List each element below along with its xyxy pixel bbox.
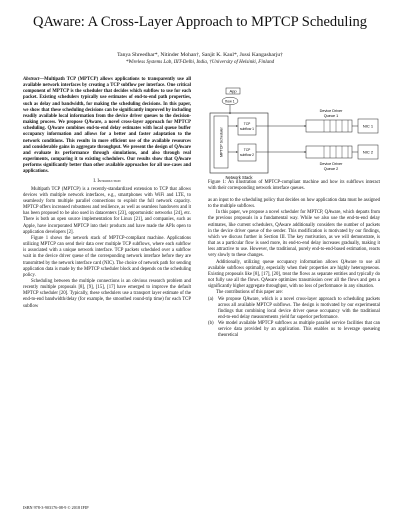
intro-paragraph: Figure 1 shows the network stack of MPTCP-compliant machine. Applications utilizing MPTCP can send their data over multiple TCP subflows, where each subflow is associated with a unique network interface. TCP packets scheduled over a subflow wait in the device driver queue of the corresponding network interface before they are transmitted by the network interface card (NIC). The choice of network path for sending application data is made by the MPTCP scheduler block and depends on the scheduling policy. <box>23 235 191 278</box>
contribution-text: We model available MPTCP subflows as multiple parallel service facilities that can service data provided by an application. This enables us to leverage queueing theoretical <box>218 321 380 339</box>
subflow-2-label: TCP <box>243 148 251 152</box>
nic-1-label: NIC 1 <box>362 123 374 129</box>
isbn-footer: ISBN 978-3-903176-08-9 © 2018 IFIP <box>23 505 89 510</box>
contribution-label: (a) <box>208 296 214 302</box>
intro-paragraph: Scheduling between the multiple connections is an obvious research problem and recently multiple proposals [8], [9], [15], [17] have emerged to improve the default MPTCP scheduler [20]. Typically, these schedulers use a transport layer estimate of the end-to-end bandwidth/delay (for example, the smoothed round-trip time) for each TCP subflow <box>23 279 191 309</box>
driver-queue-1-label: Device Driver <box>319 109 343 113</box>
app-label: App <box>229 88 237 94</box>
paper-authors: Tanya Shreedhar*, Nitinder Mohan†, Sanjit K. Kaul*, Jussi Kangasharju† <box>117 52 283 58</box>
subflow-1-label-2: subflow 1 <box>240 127 254 131</box>
flow-label: flow 1 <box>225 99 235 104</box>
driver-queue-2-label: Device Driver <box>319 162 343 166</box>
driver-queue-1 <box>306 120 352 132</box>
paper-affiliations: *Wireless Systems Lab, IIIT-Delhi, India, †University of Helsinki, Finland <box>125 60 275 65</box>
abstract-lead: Abstract <box>23 77 40 82</box>
figure-1-caption: Figure 1: An illustration of MPTCP-compliant machine and how its subflows interact with their corresponding network interface queues. <box>208 180 380 192</box>
right-column <box>208 198 380 340</box>
contribution-text: We propose QAware, which is a novel cross-layer approach to scheduling packets across all available MPTCP subflows. The design is motivated by our experimental findings that combining local device driver queue occupancy with the traditional end-to-end delay measurements yield far superior performance. <box>218 296 380 320</box>
driver-queue-1-label-2: Queue 1 <box>323 114 339 118</box>
left-column <box>23 77 191 310</box>
paper-title: QAware: A Cross-Layer Approach to MPTCP Scheduling <box>32 14 367 30</box>
contribution-item <box>208 297 380 322</box>
subflow-2-label-2: subflow 2 <box>240 153 254 157</box>
nic-2-label: NIC 2 <box>362 149 374 155</box>
subflow-1-label: TCP <box>243 122 251 126</box>
mptcp-scheduler-label: MPTCP Scheduler <box>219 127 224 157</box>
driver-queue-2-label-2: Queue 2 <box>323 167 339 171</box>
section-heading-introduction: I. Introduction <box>93 178 121 184</box>
abstract <box>23 77 191 176</box>
figure-1-diagram <box>208 84 380 182</box>
contributions-list <box>208 297 380 340</box>
contribution-label: (b) <box>208 321 214 327</box>
body-paragraph: In this paper, we propose a novel scheduler for MPTCP, QAware, which departs from the previous proposals in a fundamental way. While we also use the end-to-end delay estimates, like current schedulers, QAware additionally considers the number of packets in the device driver queue of the sender. This modification is motivated by our findings, which we discuss further in Section III. The key motivation, as we will demonstrate, is that as a particular flow is used more, its end-to-end delay increases gradually, making it less attractive to use. However, the traditional, purely end-to-end-based estimation, reacts very slowly to these changes. <box>208 210 380 259</box>
body-paragraph: as an input to the scheduling policy that decides on how application data must be assigned to the multiple subflows. <box>208 198 380 210</box>
intro-paragraph: Multipath TCP (MPTCP) is a recently-standardized extension to TCP that allows devices with multiple network interfaces, e.g., smartphones with WiFi and LTE, to seamlessly form multiple parallel connections to exploit the full network capacity. MPTCP offers increased robustness and resilience, as well as seamless handovers and it has been proposed to be also used in datacenters [23], opportunistic networks [24], etc. There is both an open source implementation for Linux [21], and companies, such as Apple, have incorporated MPTCP into their products and have made the APIs open to application developers [2]. <box>23 186 191 235</box>
driver-queue-2 <box>306 146 352 158</box>
body-paragraph: The contributions of this paper are: <box>216 290 283 296</box>
contribution-item <box>208 321 380 339</box>
abstract-body: —Multipath TCP (MPTCP) allows applications to transparently use all available network interfaces by creating a TCP subflow per interface. One critical component of MPTCP is the scheduler that decides which subflow to use for each packet. Existing schedulers typically use estimates of end-to-end path properties, such as delay and bandwidth, for making the scheduling decisions. In this paper, we show that these scheduling decisions can be significantly improved by including readily available local information from the device driver queues to the decision-making process. We propose QAware, a novel cross-layer approach for MPTCP scheduling. QAware combines end-to-end delay estimates with local queue buffer occupancy information and allows for a better and faster adaptation to the network conditions. This results in more efficient use of the available resources and considerable gains in aggregate throughput. We present the design of QAware and evaluate its performance through simulations, and also through real experiments, comparing it to existing schedulers. Our results show that QAware performs significantly better than other available approaches for all use-cases and applications. <box>23 77 191 175</box>
body-paragraph: Additionally, utilizing queue occupancy information allows QAware to use all available subflows optimally, especially when their properties are highly heterogeneous. Existing proposals like [8], [17], [20], treat the flows as separate entities and typically do not fully use all the flows. QAware optimizes transmission over all the flows and gets a significantly higher aggregate throughput, with no loss of performance in any situation. <box>208 259 380 290</box>
network-stack-label: Network Stack <box>225 175 253 180</box>
